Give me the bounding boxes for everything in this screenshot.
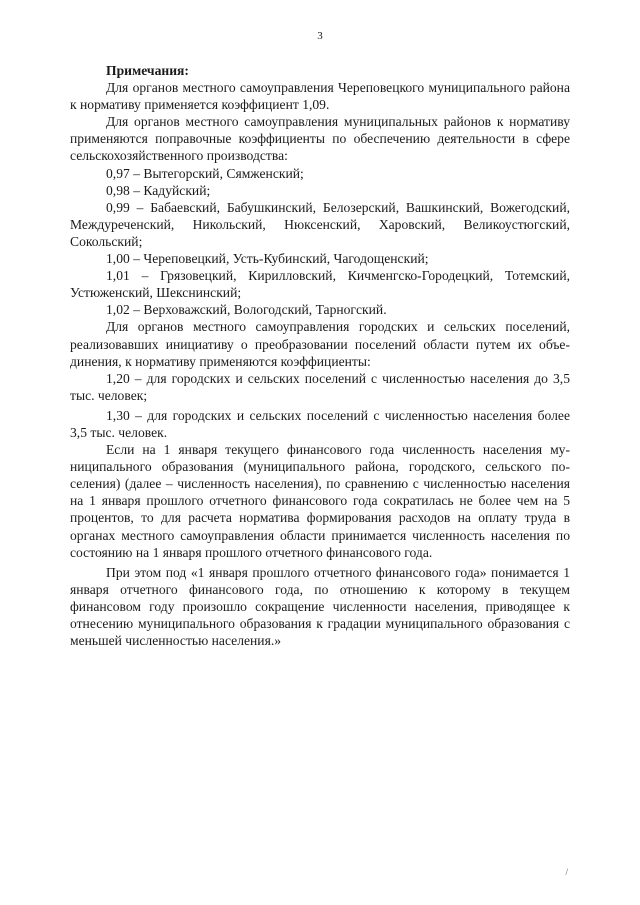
coefficient-line-098: 0,98 – Кадуйский; xyxy=(106,182,211,198)
coefficient-line-100: 1,00 – Череповецкий, Усть-Кубинский, Чагодощенский; xyxy=(106,251,429,267)
coefficient-line-120: 1,20 – для городских и сельских поселений с численностью населения до 3,5 тыс. человек; xyxy=(70,370,570,403)
scan-mark: / xyxy=(565,867,568,877)
notes-heading: Примечания: xyxy=(106,63,189,78)
coefficient-line-102: 1,02 – Верховажский, Вологодский, Тарногский. xyxy=(106,302,387,318)
coefficient-line-097: 0,97 – Вытегорский, Сямженский; xyxy=(106,165,304,181)
coefficient-line-130: 1,30 – для городских и сельских поселений с численностью населения более 3,5 тыс. человек. xyxy=(70,407,570,440)
paragraph-settlements-intro: Для органов местного самоуправления городских и сельских поселений, реализовавших инициативу о преобразовании поселений области путем их объединения, к нормативу применяются коэффициенты: xyxy=(70,319,570,369)
paragraph-cherepovets-coefficient: Для органов местного самоуправления Череповецкого муниципального района к нормативу применяется коэффициент 1,09. xyxy=(70,80,570,113)
paragraph-date-definition: При этом под «1 января прошлого отчетного финансового года» понимается 1 января отчетного финансового года, по отношению к которому в текущем финансовом году произошло сокращение численности населения, приводящее к отнесению муниципального образования к градации муниципального образования с меньшей численностью населения.» xyxy=(70,564,570,649)
paragraph-population-rule: Если на 1 января текущего финансового года численность населения муниципального образования (муниципального района, городского, сельского поселения) (далее – численность населения), по сравнению с численностью населения на 1 января прошлого отчетного финансового года сократилась не более чем на 5 процентов, то для расчета норматива формирования расходов на оплату труда в органах местного самоуправления области принимается численность населения по состоянию на 1 января прошлого отчетного финансового года. xyxy=(70,442,570,560)
page-number: 3 xyxy=(317,30,323,42)
paragraph-district-coefficients-intro: Для органов местного самоуправления муниципальных районов к нормативу применяются поправочные коэффициенты по обеспечению деятельности в сфере сельскохозяйственного производства: xyxy=(70,114,570,164)
coefficient-line-099: 0,99 – Бабаевский, Бабушкинский, Белозерский, Вашкинский, Вожегодский, Междуреченский, Никольский, Нюксенский, Харовский, Великоустюгский, Сокольский; xyxy=(70,199,570,249)
coefficient-line-101: 1,01 – Грязовецкий, Кирилловский, Кичменгско-Городецкий, Тотемский, Устюженский, Шекснинский; xyxy=(70,268,570,301)
document-body xyxy=(70,62,570,649)
